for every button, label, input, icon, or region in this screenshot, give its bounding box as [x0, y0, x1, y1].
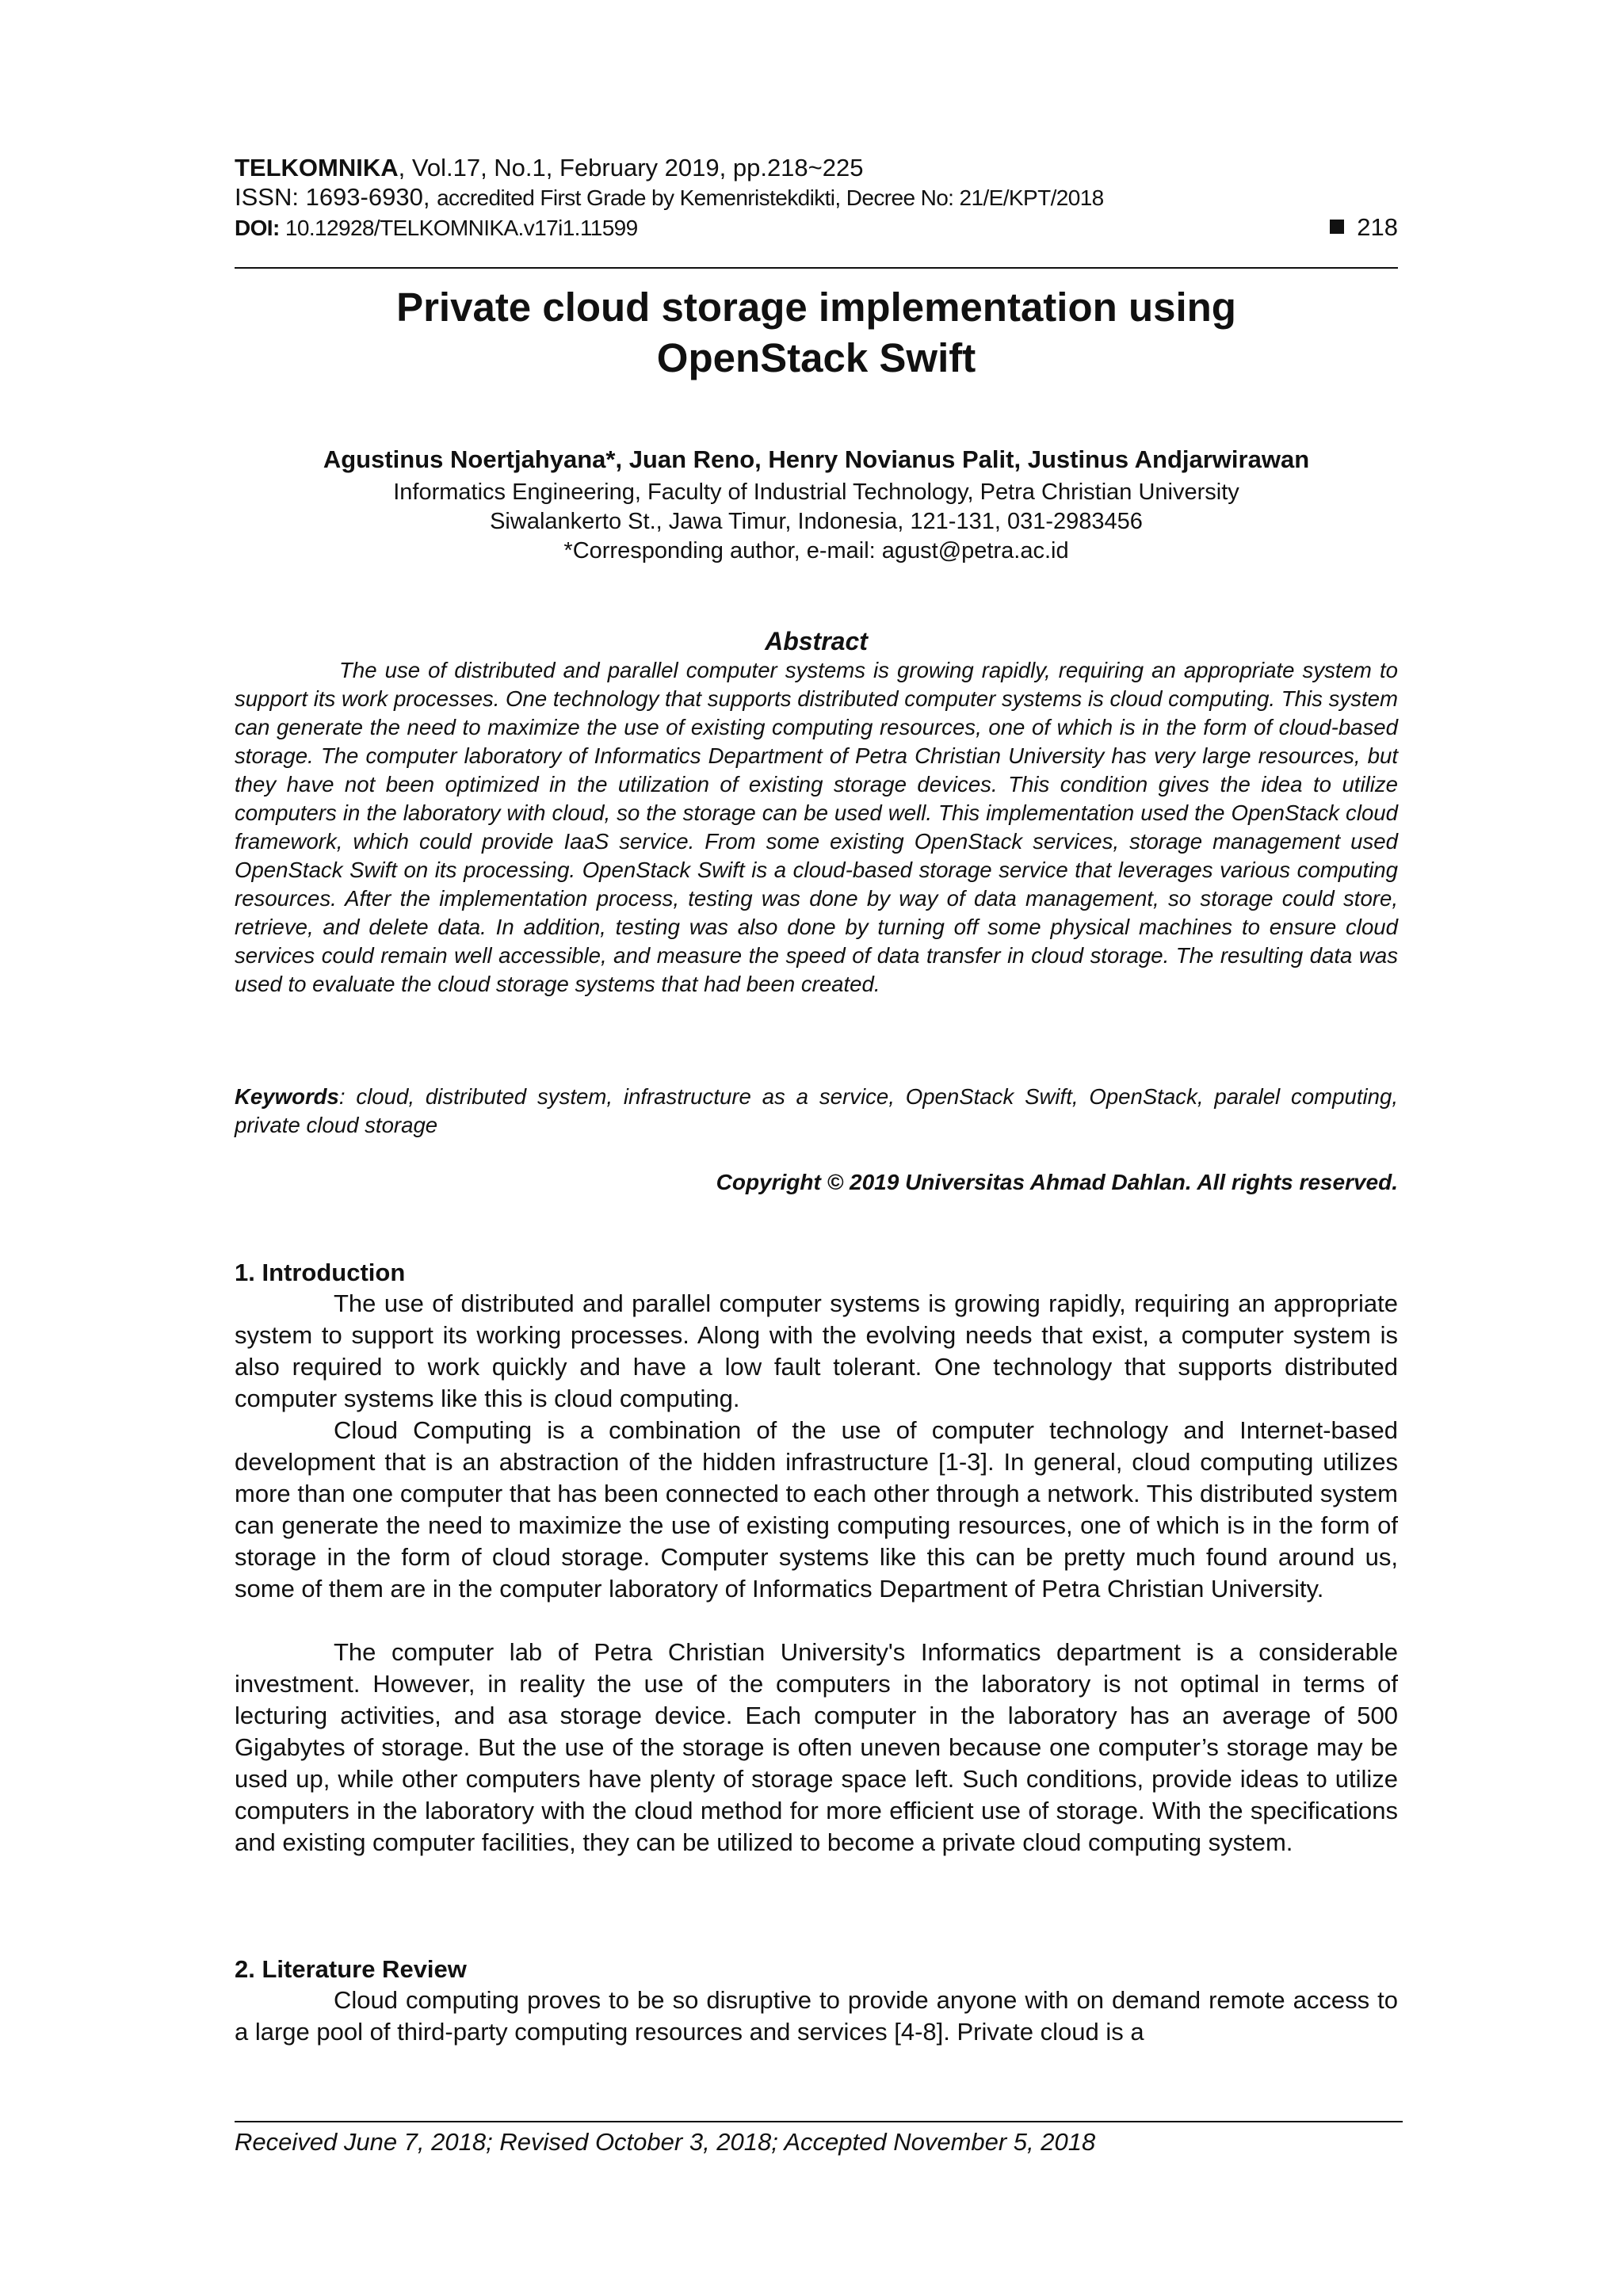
keywords: [235, 1083, 1398, 1140]
literature-paragraph-1: Cloud computing proves to be so disruptive to provide anyone with on demand remote access to a large pool of third-party computing resources and services [4-8]. Private cloud is a: [235, 1986, 1398, 2046]
author-list: Agustinus Noertjahyana*, Juan Reno, Henry Novianus Palit, Justinus Andjarwirawan: [323, 445, 1310, 473]
section-heading-introduction: 1. Introduction: [235, 1259, 406, 1286]
doi-label: DOI:: [235, 216, 280, 240]
doi-value: 10.12928/TELKOMNIKA.v17i1.11599: [279, 216, 638, 240]
journal-volume: , Vol.17, No.1, February 2019, pp.218~225: [398, 154, 864, 181]
journal-citation-line: [235, 153, 1398, 182]
section-heading-literature-review: 2. Literature Review: [235, 1955, 467, 1983]
journal-name: TELKOMNIKA: [235, 154, 399, 181]
footer-rule: [235, 2121, 1403, 2122]
intro-paragraph-1: The use of distributed and parallel computer systems is growing rapidly, requiring an appropriate system to support its working processes. Along with the evolving needs that exist, a computer system is also required to work quickly and have a low fault tolerant. One technology that supports distributed computer systems like this is cloud computing.: [235, 1289, 1398, 1412]
affiliation-line-1: Informatics Engineering, Faculty of Industrial Technology, Petra Christian University: [393, 479, 1239, 505]
copyright-notice: Copyright © 2019 Universitas Ahmad Dahlan. All rights reserved.: [716, 1170, 1398, 1194]
received-dates: Received June 7, 2018; Revised October 3, 2018; Accepted November 5, 2018: [235, 2128, 1096, 2156]
doi-line: [235, 212, 1398, 243]
abstract-heading: Abstract: [765, 627, 868, 655]
title-line-2: OpenStack Swift: [656, 335, 976, 380]
square-bullet-icon: [1330, 220, 1344, 234]
journal-header: [235, 153, 1398, 243]
issn-line: [235, 182, 1398, 212]
issn-number: ISSN: 1693-6930,: [235, 183, 437, 211]
page-number-value: 218: [1357, 213, 1398, 241]
paper-title: [235, 282, 1398, 384]
corresponding-author: *Corresponding author, e-mail: agust@petra.ac.id: [563, 538, 1069, 563]
intro-paragraph-3: The computer lab of Petra Christian University's Informatics department is a considerable investment. However, in reality the use of the computers in the laboratory is not optimal in terms of lecturing activities, and asa storage device. Each computer in the laboratory has an average of 500 Gigabytes of storage. But the use of the storage is often uneven because one computer’s storage may be used up, while other computers have plenty of storage space left. Such conditions, provide ideas to utilize computers in the laboratory with the cloud method for more efficient use of storage. With the specifications and existing computer facilities, they can be utilized to become a private cloud computing system.: [235, 1638, 1398, 1856]
keywords-label: Keywords: [235, 1084, 339, 1109]
affiliation-line-2: Siwalankerto St., Jawa Timur, Indonesia, 121-131, 031-2983456: [490, 509, 1143, 534]
intro-paragraph-2: Cloud Computing is a combination of the use of computer technology and Internet-based development that is an abstraction of the hidden infrastructure [1-3]. In general, cloud computing utilizes more than one computer that has been connected to each other through a network. This distributed system can generate the need to maximize the use of existing computing resources, one of which is in the form of storage in the form of cloud storage. Computer systems like this can be pretty much found around us, some of them are in the computer laboratory of Informatics Department of Petra Christian University.: [235, 1416, 1398, 1603]
keywords-text: : cloud, distributed system, infrastructure as a service, OpenStack Swift, OpenStack, paralel computing, private cloud storage: [235, 1084, 1398, 1137]
header-rule: [235, 267, 1398, 269]
title-line-1: Private cloud storage implementation using: [396, 285, 1236, 330]
page-number: [1330, 212, 1398, 242]
abstract-text: The use of distributed and parallel computer systems is growing rapidly, requiring an appropriate system to support its work processes. One technology that supports distributed computer systems is cloud computing. This system can generate the need to maximize the use of existing computing resources, one of which is in the form of cloud-based storage. The computer laboratory of Informatics Department of Petra Christian University has very large resources, but they have not been optimized in the utilization of existing storage devices. This condition gives the idea to utilize computers in the laboratory with cloud, so the storage can be used well. This implementation used the OpenStack cloud framework, which could provide IaaS service. From some existing OpenStack services, storage management used OpenStack Swift on its processing. OpenStack Swift is a cloud-based storage service that leverages various computing resources. After the implementation process, testing was done by way of data management, so storage could store, retrieve, and delete data. In addition, testing was also done by turning off some physical machines to ensure cloud services could remain well accessible, and measure the speed of data transfer in cloud storage. The resulting data was used to evaluate the cloud storage systems that had been created.: [235, 658, 1398, 996]
affiliation: [235, 478, 1398, 566]
accreditation-text: accredited First Grade by Kemenristekdikti, Decree No: 21/E/KPT/2018: [437, 185, 1104, 210]
